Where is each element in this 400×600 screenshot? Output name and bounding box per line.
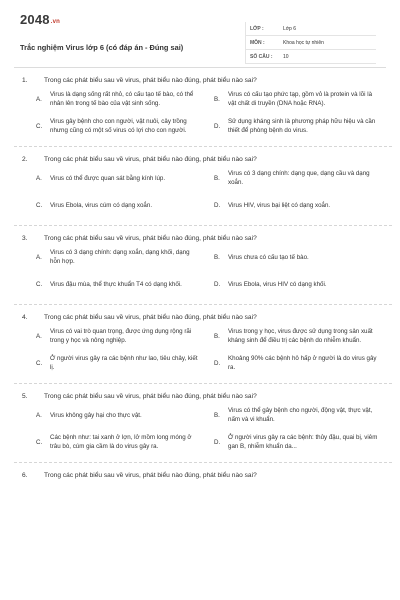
option-text: Virus là dạng sống rất nhỏ, có cấu tạo tế bào, có thể nhân lên trong tế bào của vật sinh sống. (50, 91, 194, 107)
option-d[interactable] (214, 195, 384, 217)
option-c[interactable] (36, 353, 206, 375)
option-text: Virus có 3 dạng chính: dạng xoắn, dạng khối, dạng hỗn hợp. (50, 249, 190, 265)
option-letter: D. (214, 438, 221, 446)
option-b[interactable] (214, 326, 384, 348)
option-letter: C. (36, 201, 43, 209)
question-5 (22, 392, 384, 454)
option-b[interactable] (214, 89, 384, 111)
option-b[interactable] (214, 405, 384, 427)
option-text: Virus có thể gây bệnh cho người, động vật, thực vật, nấm và vi khuẩn. (228, 407, 373, 423)
question-number: 3. (22, 235, 28, 242)
option-text: Virus có cấu tạo phức tạp, gồm vỏ là protein và lõi là vật chất di truyền (DNA hoặc RNA). (228, 91, 373, 107)
option-text: Khoảng 90% các bệnh hô hấp ở người là do virus gây ra. (228, 355, 377, 371)
question-1 (22, 76, 384, 138)
site-logo[interactable] (20, 12, 60, 27)
option-text: Virus chưa có cấu tạo tế bào. (228, 253, 309, 261)
option-text: Virus gây bệnh cho con người, vật nuôi, cây trồng nhưng cũng có một số virus có lợi cho con người. (50, 118, 187, 134)
option-letter: B. (214, 95, 220, 103)
logo-domain: .vn (50, 19, 61, 25)
question-number: 5. (22, 393, 28, 400)
question-number: 1. (22, 77, 28, 84)
question-separator (14, 146, 392, 147)
option-a[interactable] (36, 168, 206, 190)
option-text: Virus HIV, virus bại liệt có dạng xoắn. (228, 201, 331, 209)
option-c[interactable] (36, 195, 206, 217)
question-separator (14, 462, 392, 463)
option-text: Sử dụng kháng sinh là phương pháp hữu hiệu và cần thiết để phòng bệnh do virus. (228, 118, 376, 134)
option-text: Virus có 3 dạng chính: dạng que, dạng cầu và dạng xoắn. (228, 170, 370, 186)
question-text: Trong các phát biểu sau về virus, phát biểu nào đúng, phát biểu nào sai? (44, 393, 257, 400)
info-label-subject: MÔN : (250, 39, 265, 46)
option-text: Virus có thể được quan sát bằng kính lúp. (50, 174, 166, 182)
option-a[interactable] (36, 89, 206, 111)
option-b[interactable] (214, 247, 384, 269)
question-2 (22, 155, 384, 217)
info-label-count: SỐ CÂU : (250, 53, 273, 60)
option-letter: A. (36, 174, 42, 182)
question-6 (22, 471, 384, 480)
info-row-class (246, 22, 376, 36)
question-4 (22, 313, 384, 375)
option-letter: B. (214, 411, 220, 419)
question-separator (14, 383, 392, 384)
logo-text: 2048 (20, 12, 50, 27)
option-a[interactable] (36, 405, 206, 427)
option-letter: D. (214, 201, 221, 209)
option-letter: A. (36, 253, 42, 261)
option-text: Virus Ebola, virus cúm có dạng xoắn. (50, 201, 153, 209)
option-b[interactable] (214, 168, 384, 190)
info-value-class: Lớp 6 (283, 25, 297, 32)
option-letter: A. (36, 411, 42, 419)
question-text: Trong các phát biểu sau về virus, phát biểu nào đúng, phát biểu nào sai? (44, 235, 257, 242)
option-d[interactable] (214, 116, 384, 138)
option-letter: C. (36, 438, 43, 446)
question-list (22, 76, 384, 488)
option-text: Ở người virus gây ra các bệnh như lao, tiêu chảy, kiết lị. (50, 355, 198, 371)
option-text: Virus có vai trò quan trọng, được ứng dụng rộng rãi trong y học và nông nghiệp. (50, 328, 192, 344)
question-number: 6. (22, 472, 28, 479)
question-text: Trong các phát biểu sau về virus, phát biểu nào đúng, phát biểu nào sai? (44, 77, 257, 84)
question-number: 4. (22, 314, 28, 321)
option-letter: C. (36, 122, 43, 130)
question-separator (14, 225, 392, 226)
option-d[interactable] (214, 432, 384, 454)
option-text: Ở người virus gây ra các bệnh: thủy đậu, quai bị, viêm gan B, nhiễm khuẩn da... (228, 434, 378, 450)
question-text: Trong các phát biểu sau về virus, phát biểu nào đúng, phát biểu nào sai? (44, 314, 257, 321)
info-row-count (246, 50, 376, 64)
option-d[interactable] (214, 353, 384, 375)
option-letter: A. (36, 332, 42, 340)
option-c[interactable] (36, 274, 206, 296)
question-text: Trong các phát biểu sau về virus, phát biểu nào đúng, phát biểu nào sai? (44, 156, 257, 163)
option-text: Virus đậu mùa, thể thực khuẩn T4 có dạng khối. (50, 280, 182, 288)
option-letter: B. (214, 253, 220, 261)
option-letter: D. (214, 280, 221, 288)
question-separator (14, 304, 392, 305)
info-row-subject (246, 36, 376, 50)
option-d[interactable] (214, 274, 384, 296)
option-letter: B. (214, 174, 220, 182)
option-letter: A. (36, 95, 42, 103)
page-title: Trắc nghiệm Virus lớp 6 (có đáp án - Đúng sai) (20, 43, 184, 52)
option-text: Virus không gây hại cho thực vật. (50, 411, 142, 419)
info-label-class: LỚP : (250, 25, 264, 32)
option-text: Các bệnh như: tai xanh ở lợn, lở mồm long móng ở trâu bò, cúm gia cầm là do virus gây ra. (50, 434, 192, 450)
question-text: Trong các phát biểu sau về virus, phát biểu nào đúng, phát biểu nào sai? (44, 472, 257, 479)
info-value-count: 10 (283, 53, 289, 60)
header-divider (14, 67, 386, 68)
info-table (245, 22, 376, 64)
option-letter: D. (214, 359, 221, 367)
option-c[interactable] (36, 432, 206, 454)
option-a[interactable] (36, 247, 206, 269)
option-text: Virus trong y học, virus được sử dụng trong sản xuất kháng sinh để điều trị các bệnh do nhiễm khuẩn. (228, 328, 373, 344)
header (20, 10, 382, 62)
option-text: Virus Ebola, virus HIV có dạng khối. (228, 280, 327, 288)
option-letter: B. (214, 332, 220, 340)
option-a[interactable] (36, 326, 206, 348)
option-letter: C. (36, 280, 43, 288)
question-3 (22, 234, 384, 296)
option-c[interactable] (36, 116, 206, 138)
info-value-subject: Khoa học tự nhiên (283, 39, 324, 46)
question-number: 2. (22, 156, 28, 163)
option-letter: C. (36, 359, 43, 367)
option-letter: D. (214, 122, 221, 130)
